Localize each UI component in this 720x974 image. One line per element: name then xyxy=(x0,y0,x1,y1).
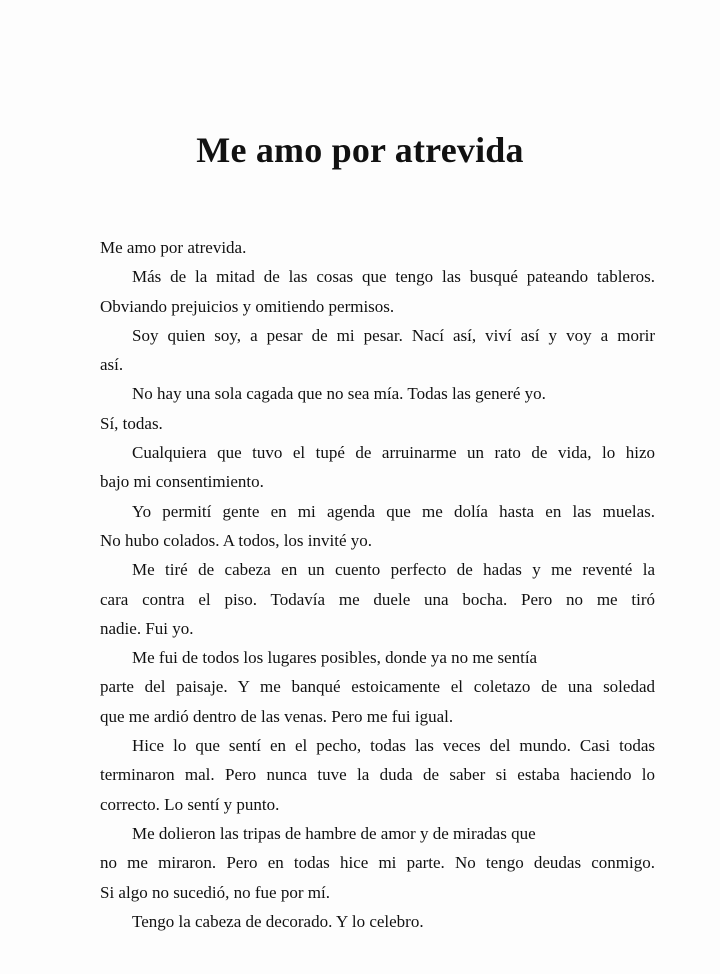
text-line: No hubo colados. A todos, los invité yo. xyxy=(100,530,372,550)
text-line: Me dolieron las tripas de hambre de amor y de miradas que xyxy=(132,823,536,843)
page-title: Me amo por atrevida xyxy=(196,130,524,170)
text-line: correcto. Lo sentí y punto. xyxy=(100,794,280,814)
text-line: Hice lo que sentí en el pecho, todas las veces del mundo. Casi todas xyxy=(132,736,655,756)
text-line: Me amo por atrevida. xyxy=(100,238,247,257)
text-line: No hay una sola cagada que no sea mía. Todas las generé yo. xyxy=(132,384,546,404)
text-line: no me miraron. Pero en todas hice mi parte. No tengo deudas conmigo. xyxy=(100,853,655,873)
text-line: Si algo no sucedió, no fue por mí. xyxy=(100,882,330,902)
text-line: Yo permití gente en mi agenda que me dolía hasta en las muelas. xyxy=(132,501,655,521)
poem-body xyxy=(100,233,655,936)
text-line: así. xyxy=(100,355,124,375)
text-line: parte del paisaje. Y me banqué estoicamente el coletazo de una soledad xyxy=(100,677,655,697)
text-line: Me tiré de cabeza en un cuento perfecto de hadas y me reventé la xyxy=(132,560,655,580)
text-line: Me fui de todos los lugares posibles, donde ya no me sentía xyxy=(132,648,538,668)
text-line: bajo mi consentimiento. xyxy=(100,472,264,492)
text-line: que me ardió dentro de las venas. Pero me fui igual. xyxy=(100,706,454,726)
text-line: cara contra el piso. Todavía me duele una bocha. Pero no me tiró xyxy=(100,589,655,609)
text-line: Tengo la cabeza de decorado. Y lo celebro. xyxy=(132,911,424,931)
text-line: nadie. Fui yo. xyxy=(100,618,194,638)
text-line: Sí, todas. xyxy=(100,413,163,433)
text-line: terminaron mal. Pero nunca tuve la duda de saber si estaba haciendo lo xyxy=(100,765,655,785)
text-line: Obviando prejuicios y omitiendo permisos. xyxy=(100,296,395,316)
text-line: Cualquiera que tuvo el tupé de arruinarme un rato de vida, lo hizo xyxy=(132,443,655,463)
text-line: Más de la mitad de las cosas que tengo las busqué pateando tableros. xyxy=(132,267,655,287)
text-line: Soy quien soy, a pesar de mi pesar. Nací así, viví así y voy a morir xyxy=(132,325,655,345)
